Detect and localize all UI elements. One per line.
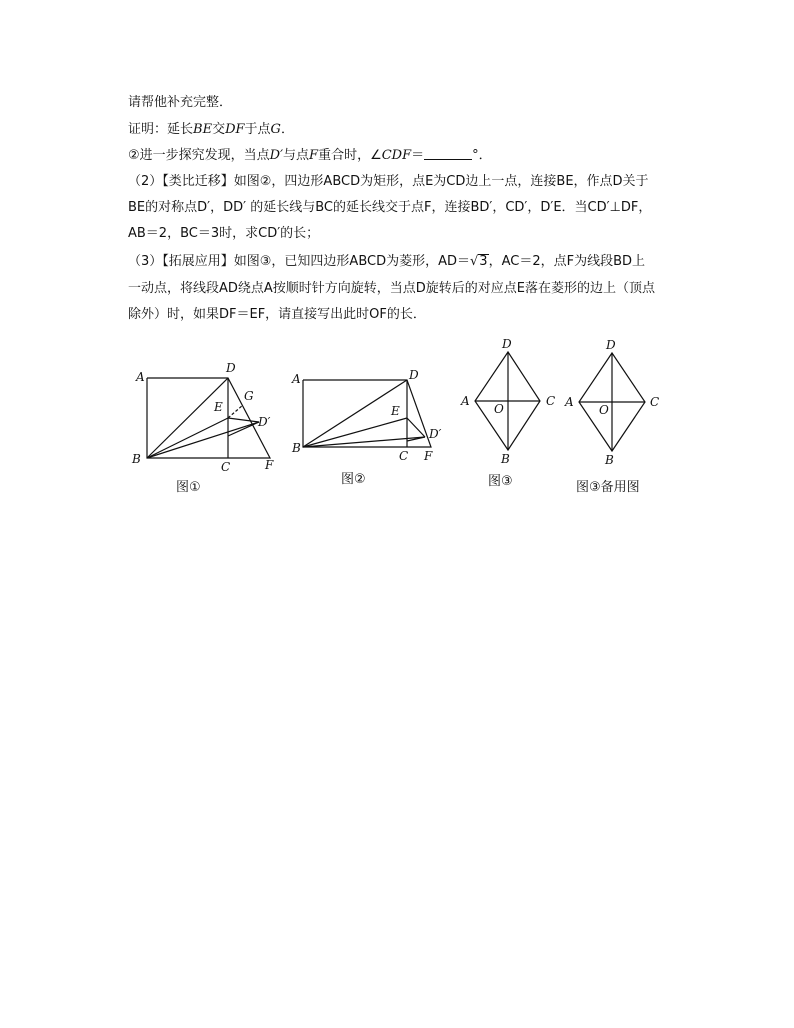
sqrt-radicand: 3	[479, 254, 488, 269]
fig1-line-bd	[147, 378, 228, 458]
angle-cdf: CDF	[381, 148, 412, 163]
sqrt-symbol: √	[470, 254, 479, 269]
fig4-label-o: O	[599, 403, 609, 417]
fig4-caption: 图③备用图	[576, 480, 640, 495]
fig1-label-dprime: D′	[258, 415, 271, 429]
fig2-label-a: A	[292, 372, 301, 386]
figure-2	[303, 380, 431, 447]
fig2-label-b: B	[292, 441, 301, 455]
segment-be: BE	[193, 122, 213, 137]
fig3-caption: 图③	[488, 474, 513, 489]
fig1-label-b: B	[132, 452, 141, 466]
fig3-label-c: C	[546, 394, 556, 408]
point-g: G	[270, 122, 281, 137]
fig4-label-c: C	[650, 395, 660, 409]
fig2-label-d: D	[409, 368, 419, 382]
prompt-text: 请帮他补充完整．	[128, 95, 233, 110]
fig4-label-a: A	[565, 395, 574, 409]
question-3-text: （3）【拓展应用】如图③，已知四边形ABCD为菱形，AD＝	[128, 254, 470, 269]
question-3-text: ，AC＝2，点F为线段BD上	[488, 254, 645, 269]
question-2-text: （2）【类比迁移】如图②，四边形ABCD为矩形，点E为CD边上一点，连接BE，作点D关于	[128, 174, 649, 189]
fig1-label-a: A	[136, 370, 145, 384]
fig1-line-bdp	[147, 422, 259, 458]
fig4-label-b: B	[605, 453, 614, 467]
fig1-line-be	[147, 418, 228, 458]
figure-4	[579, 353, 645, 451]
text-fragment: 重合时，∠	[318, 148, 382, 163]
fig1-label-c: C	[221, 460, 231, 474]
figure-1-labels	[131, 361, 274, 495]
figure-3	[475, 352, 540, 450]
fig3-label-b: B	[501, 452, 510, 466]
text-fragment: 交	[212, 122, 226, 137]
fig1-label-g: G	[244, 389, 254, 403]
point-dprime: D′	[269, 148, 284, 163]
fig1-line-edp	[228, 418, 259, 422]
fig4-label-d: D	[606, 338, 616, 352]
question-2-text: BE的对称点D′，DD′ 的延长线与BC的延长线交于点F，连接BD′，CD′，D′E．当CD′⊥DF，	[128, 200, 652, 215]
fig3-label-a: A	[461, 394, 470, 408]
text-fragment: ＝	[411, 148, 425, 163]
text-fragment: 于点	[244, 122, 271, 137]
text-fragment: °．	[472, 148, 492, 163]
question-3-text: 除外）时，如果DF＝EF，请直接写出此时OF的长．	[128, 307, 426, 322]
text-fragment: ．	[280, 122, 294, 137]
fig3-label-d: D	[502, 337, 512, 351]
fig2-caption: 图②	[341, 472, 366, 487]
point-f: F	[309, 148, 319, 163]
fig2-outline	[303, 380, 431, 447]
question-2-text: AB＝2，BC＝3时，求CD′的长；	[128, 226, 320, 241]
proof-label: 证明：延长	[128, 122, 194, 137]
text-fragment: 与点	[283, 148, 310, 163]
fig1-label-f: F	[265, 458, 274, 472]
text-fragment: ②进一步探究发现，当点	[128, 148, 270, 163]
fig2-line-edp	[407, 418, 425, 437]
fig1-caption: 图①	[176, 480, 201, 495]
fig3-label-o: O	[494, 402, 504, 416]
fig2-label-dprime: D′	[429, 427, 442, 441]
figure-2-labels	[291, 368, 442, 487]
fig1-label-d: D	[226, 361, 236, 375]
fig2-label-c: C	[399, 449, 409, 463]
question-3-text: 一动点，将线段AD绕点A按顺时针方向旋转，当点D旋转后的对应点E落在菱形的边上（顶点	[128, 281, 656, 296]
fig2-label-f: F	[424, 449, 433, 463]
fig1-label-e: E	[214, 400, 223, 414]
fig1-line-eg-dashed	[228, 405, 243, 418]
fig2-label-e: E	[391, 404, 400, 418]
segment-df: DF	[225, 122, 245, 137]
